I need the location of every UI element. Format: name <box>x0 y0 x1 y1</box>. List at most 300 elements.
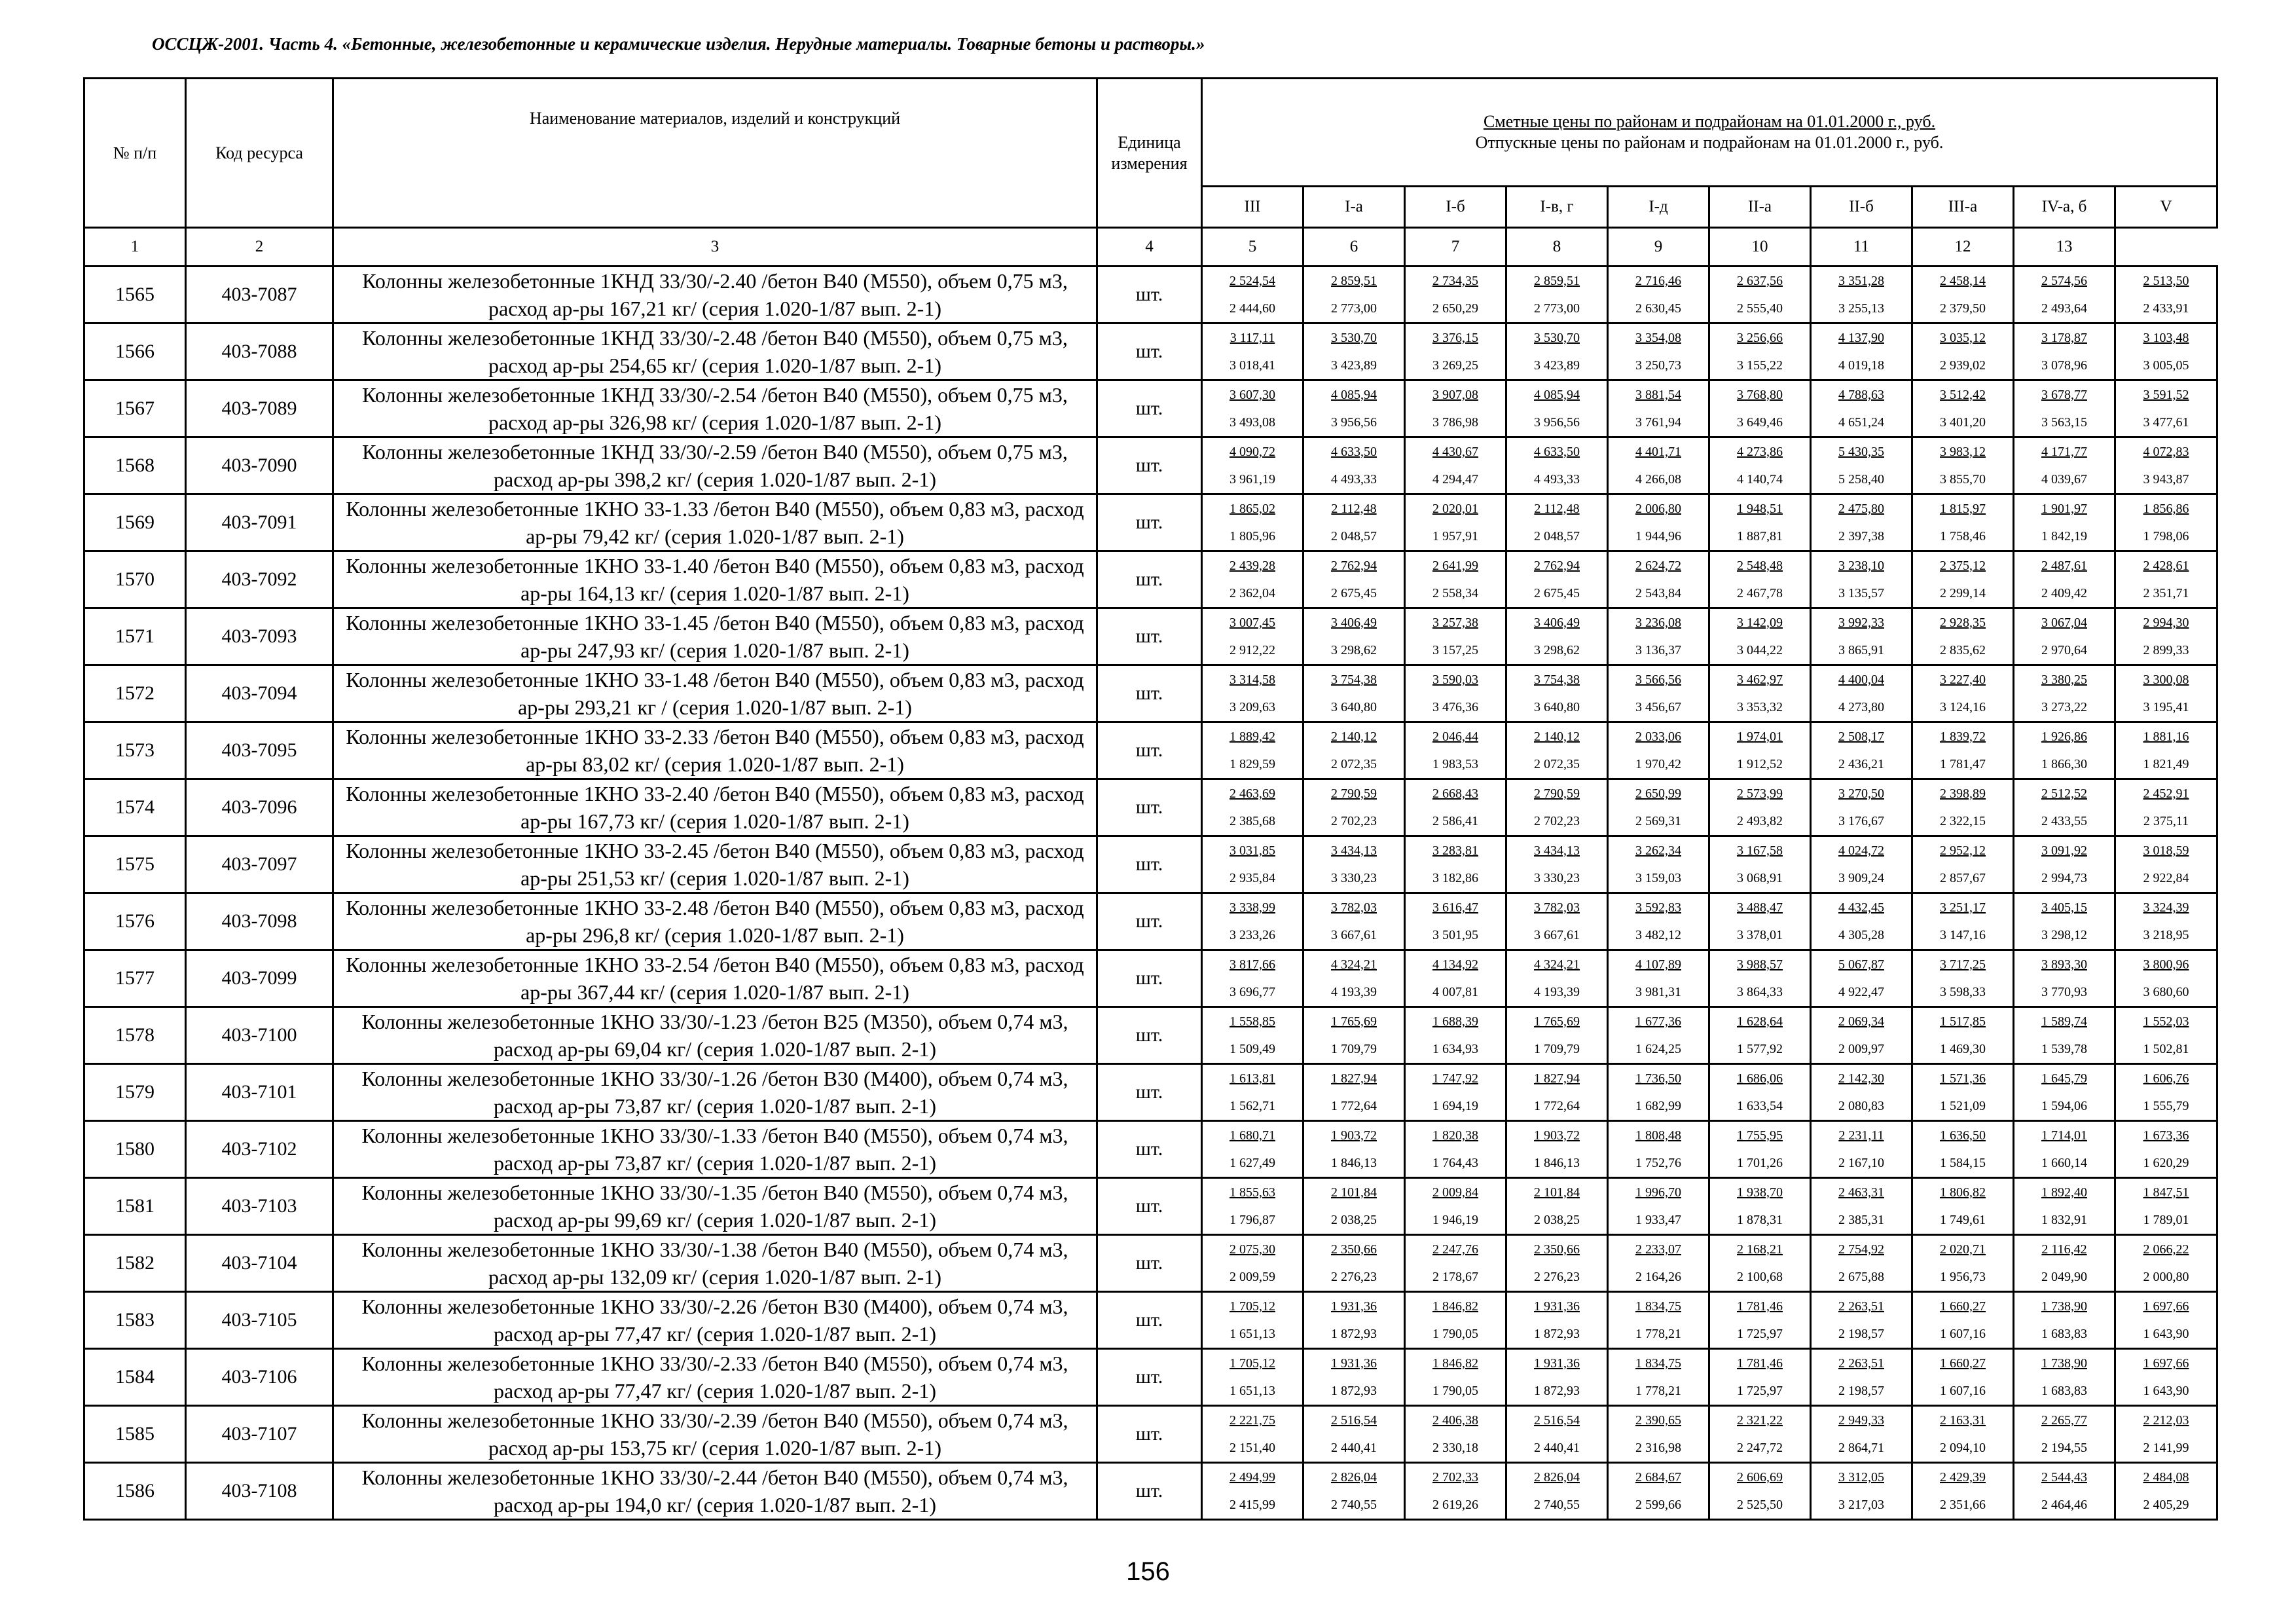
wholesale-price: 1 970,42 <box>1635 757 1681 771</box>
wholesale-price: 3 981,31 <box>1635 985 1681 999</box>
wholesale-price: 2 835,62 <box>1940 643 1986 657</box>
table-row <box>84 608 2217 665</box>
row-number: 1566 <box>84 323 186 380</box>
estimate-price: 1 552,03 <box>2143 1014 2189 1029</box>
price-cell <box>1506 722 1608 779</box>
table-row <box>84 1007 2217 1064</box>
estimate-price: 2 233,07 <box>1635 1242 1681 1257</box>
wholesale-price: 1 778,21 <box>1635 1384 1681 1398</box>
price-cell <box>1405 551 1506 608</box>
estimate-price: 4 107,89 <box>1635 957 1681 972</box>
price-cell <box>1912 267 2014 323</box>
price-cell <box>1506 1007 1608 1064</box>
wholesale-price: 1 956,73 <box>1940 1270 1986 1284</box>
estimate-price: 3 351,28 <box>1838 274 1884 288</box>
estimate-price: 1 996,70 <box>1635 1185 1681 1200</box>
estimate-price: 3 434,13 <box>1534 843 1580 858</box>
price-cell <box>1202 1064 1303 1121</box>
wholesale-price: 1 607,16 <box>1940 1327 1986 1341</box>
price-cell <box>1202 494 1303 551</box>
price-cell <box>1811 722 1912 779</box>
wholesale-price: 3 598,33 <box>1940 985 1986 999</box>
unit-of-measure: шт. <box>1097 1292 1202 1349</box>
estimate-price: 1 834,75 <box>1635 1299 1681 1314</box>
estimate-price: 2 508,17 <box>1838 729 1884 744</box>
estimate-price: 1 714,01 <box>2041 1128 2087 1143</box>
wholesale-price: 2 994,73 <box>2041 871 2087 885</box>
wholesale-price: 1 469,30 <box>1940 1042 1986 1056</box>
estimate-price: 3 817,66 <box>1230 957 1275 972</box>
price-cell <box>2115 950 2217 1007</box>
wholesale-price: 3 649,46 <box>1737 415 1783 430</box>
wholesale-price: 1 887,81 <box>1737 529 1783 544</box>
estimate-price: 3 338,99 <box>1230 900 1275 915</box>
resource-code: 403-7096 <box>186 779 333 836</box>
price-cell <box>1912 1064 2014 1121</box>
price-cell <box>2014 1406 2115 1463</box>
wholesale-price: 4 039,67 <box>2041 472 2087 487</box>
wholesale-price: 1 832,91 <box>2041 1213 2087 1227</box>
estimate-price: 2 439,28 <box>1230 559 1275 573</box>
estimate-price: 3 405,15 <box>2041 900 2087 915</box>
price-cell <box>1811 551 1912 608</box>
estimate-price: 3 434,13 <box>1331 843 1377 858</box>
wholesale-price: 2 493,82 <box>1737 814 1783 828</box>
estimate-price: 2 684,67 <box>1635 1470 1681 1485</box>
column-number: 1 <box>84 228 186 267</box>
wholesale-price: 1 872,93 <box>1534 1384 1580 1398</box>
price-cell <box>1709 1007 1811 1064</box>
estimate-price: 1 589,74 <box>2041 1014 2087 1029</box>
estimate-price: 3 530,70 <box>1534 331 1580 345</box>
price-cell <box>2115 1349 2217 1406</box>
estimate-price: 4 137,90 <box>1838 331 1884 345</box>
resource-code: 403-7091 <box>186 494 333 551</box>
price-cell <box>1202 437 1303 494</box>
wholesale-price: 1 594,06 <box>2041 1099 2087 1113</box>
price-cell <box>2115 1007 2217 1064</box>
column-number: 8 <box>1506 228 1608 267</box>
wholesale-price: 1 502,81 <box>2143 1042 2189 1056</box>
wholesale-price: 2 351,66 <box>1940 1498 1986 1512</box>
price-cell <box>1912 1235 2014 1292</box>
estimate-price: 1 839,72 <box>1940 729 1986 744</box>
wholesale-price: 2 543,84 <box>1635 586 1681 600</box>
wholesale-price: 2 619,26 <box>1432 1498 1478 1512</box>
region-header: III-а <box>1912 187 2014 228</box>
price-cell <box>1811 1064 1912 1121</box>
estimate-price: 2 046,44 <box>1432 729 1478 744</box>
wholesale-price: 1 634,93 <box>1432 1042 1478 1056</box>
wholesale-price: 2 493,64 <box>2041 301 2087 316</box>
estimate-price: 3 324,39 <box>2143 900 2189 915</box>
estimate-price: 3 091,92 <box>2041 843 2087 858</box>
row-number: 1582 <box>84 1235 186 1292</box>
wholesale-price: 2 247,72 <box>1737 1441 1783 1455</box>
unit-of-measure: шт. <box>1097 437 1202 494</box>
resource-code: 403-7106 <box>186 1349 333 1406</box>
item-name: Колонны железобетонные 1КНО 33/30/-2.44 /бетон В40 (М550), объем 0,74 м3, расход ар-ры 194,0 кг/ (серия 1.020-1/87 вып. 2-1) <box>333 1463 1097 1520</box>
unit-of-measure: шт. <box>1097 893 1202 950</box>
price-cell <box>2115 722 2217 779</box>
item-name: Колонны железобетонные 1КНО 33-2.54 /бетон В40 (М550), объем 0,83 м3, расход ар-ры 367,44 кг/ (серия 1.020-1/87 вып. 2-1) <box>333 950 1097 1007</box>
wholesale-price: 1 790,05 <box>1432 1327 1478 1341</box>
wholesale-price: 3 501,95 <box>1432 928 1478 942</box>
wholesale-price: 2 038,25 <box>1331 1213 1377 1227</box>
price-table <box>83 77 2218 1521</box>
table-row <box>84 950 2217 1007</box>
price-cell <box>1709 323 1811 380</box>
wholesale-price: 3 353,32 <box>1737 700 1783 714</box>
estimate-price: 1 705,12 <box>1230 1299 1275 1314</box>
wholesale-price: 2 415,99 <box>1230 1498 1275 1512</box>
region-header: II-а <box>1709 187 1811 228</box>
estimate-price: 1 974,01 <box>1737 729 1783 744</box>
wholesale-price: 1 651,13 <box>1230 1384 1275 1398</box>
wholesale-price: 3 667,61 <box>1331 928 1377 942</box>
wholesale-price: 3 078,96 <box>2041 358 2087 373</box>
price-cell <box>1608 950 1709 1007</box>
estimate-price: 3 031,85 <box>1230 843 1275 858</box>
resource-code: 403-7097 <box>186 836 333 893</box>
price-cell <box>1709 1349 1811 1406</box>
wholesale-price: 3 423,89 <box>1534 358 1580 373</box>
estimate-price: 3 262,34 <box>1635 843 1681 858</box>
wholesale-price: 2 379,50 <box>1940 301 1986 316</box>
estimate-price: 1 846,82 <box>1432 1356 1478 1371</box>
estimate-price: 3 800,96 <box>2143 957 2189 972</box>
wholesale-price: 5 258,40 <box>1838 472 1884 487</box>
estimate-price: 1 606,76 <box>2143 1071 2189 1086</box>
estimate-price: 1 865,02 <box>1230 502 1275 516</box>
wholesale-price: 1 829,59 <box>1230 757 1275 771</box>
unit-of-measure: шт. <box>1097 323 1202 380</box>
price-cell <box>1202 1121 1303 1178</box>
estimate-price: 2 458,14 <box>1940 274 1986 288</box>
estimate-price: 3 678,77 <box>2041 388 2087 402</box>
resource-code: 403-7101 <box>186 1064 333 1121</box>
wholesale-price: 2 433,91 <box>2143 301 2189 316</box>
wholesale-price: 3 250,73 <box>1635 358 1681 373</box>
wholesale-price: 4 651,24 <box>1838 415 1884 430</box>
wholesale-price: 3 943,87 <box>2143 472 2189 487</box>
item-name: Колонны железобетонные 1КНО 33-2.40 /бетон В40 (М550), объем 0,83 м3, расход ар-ры 167,73 кг/ (серия 1.020-1/87 вып. 2-1) <box>333 779 1097 836</box>
wholesale-price: 2 702,23 <box>1534 814 1580 828</box>
estimate-price: 2 263,51 <box>1838 1299 1884 1314</box>
column-number: 6 <box>1303 228 1405 267</box>
wholesale-price: 2 773,00 <box>1534 301 1580 316</box>
wholesale-price: 3 218,95 <box>2143 928 2189 942</box>
price-cell <box>1608 1007 1709 1064</box>
price-cell <box>1811 1007 1912 1064</box>
wholesale-price: 1 872,93 <box>1331 1327 1377 1341</box>
wholesale-price: 1 709,79 <box>1331 1042 1377 1056</box>
estimate-price: 2 231,11 <box>1838 1128 1884 1143</box>
estimate-price: 2 463,69 <box>1230 786 1275 801</box>
wholesale-price: 2 276,23 <box>1534 1270 1580 1284</box>
wholesale-price: 4 193,39 <box>1331 985 1377 999</box>
estimate-price: 3 607,30 <box>1230 388 1275 402</box>
price-cell <box>1506 551 1608 608</box>
item-name: Колонны железобетонные 1КНО 33/30/-1.35 /бетон В40 (М550), объем 0,74 м3, расход ар-ры 99,69 кг/ (серия 1.020-1/87 вып. 2-1) <box>333 1178 1097 1235</box>
price-cell <box>1506 1235 1608 1292</box>
wholesale-price: 2 912,22 <box>1230 643 1275 657</box>
estimate-price: 1 736,50 <box>1635 1071 1681 1086</box>
estimate-price: 2 650,99 <box>1635 786 1681 801</box>
price-cell <box>2115 1064 2217 1121</box>
price-cell <box>1405 1121 1506 1178</box>
price-cell <box>2115 323 2217 380</box>
estimate-price: 2 350,66 <box>1331 1242 1377 1257</box>
wholesale-price: 2 922,84 <box>2143 871 2189 885</box>
price-cell <box>1202 950 1303 1007</box>
wholesale-price: 2 740,55 <box>1534 1498 1580 1512</box>
item-name: Колонны железобетонные 1КНО 33/30/-1.26 /бетон В30 (М400), объем 0,74 м3, расход ар-ры 73,87 кг/ (серия 1.020-1/87 вып. 2-1) <box>333 1064 1097 1121</box>
wholesale-price: 1 798,06 <box>2143 529 2189 544</box>
price-cell <box>1405 779 1506 836</box>
price-cell <box>1506 323 1608 380</box>
wholesale-price: 1 509,49 <box>1230 1042 1275 1056</box>
estimate-price: 3 035,12 <box>1940 331 1986 345</box>
estimate-price: 2 524,54 <box>1230 274 1275 288</box>
wholesale-price: 1 758,46 <box>1940 529 1986 544</box>
estimate-price: 2 606,69 <box>1737 1470 1783 1485</box>
estimate-price: 2 142,30 <box>1838 1071 1884 1086</box>
estimate-price: 3 257,38 <box>1432 616 1478 630</box>
estimate-price: 2 101,84 <box>1534 1185 1580 1200</box>
price-cell <box>2014 437 2115 494</box>
price-cell <box>1811 1235 1912 1292</box>
price-cell <box>1912 1349 2014 1406</box>
wholesale-price: 2 362,04 <box>1230 586 1275 600</box>
price-cell <box>1709 1121 1811 1178</box>
item-name: Колонны железобетонные 1КНО 33/30/-2.26 /бетон В30 (М400), объем 0,74 м3, расход ар-ры 77,47 кг/ (серия 1.020-1/87 вып. 2-1) <box>333 1292 1097 1349</box>
estimate-price: 2 994,30 <box>2143 616 2189 630</box>
price-cell <box>1709 950 1811 1007</box>
estimate-price: 3 354,08 <box>1635 331 1681 345</box>
estimate-price: 1 815,97 <box>1940 502 1986 516</box>
estimate-price: 2 790,59 <box>1331 786 1377 801</box>
resource-code: 403-7093 <box>186 608 333 665</box>
price-cell <box>2014 779 2115 836</box>
estimate-price: 1 673,36 <box>2143 1128 2189 1143</box>
price-cell <box>1709 1292 1811 1349</box>
estimate-price: 2 263,51 <box>1838 1356 1884 1371</box>
price-cell <box>2115 1121 2217 1178</box>
estimate-price: 4 324,21 <box>1534 957 1580 972</box>
price-cell <box>1608 722 1709 779</box>
wholesale-price: 1 620,29 <box>2143 1156 2189 1170</box>
estimate-price: 2 247,76 <box>1432 1242 1478 1257</box>
estimate-price: 1 834,75 <box>1635 1356 1681 1371</box>
estimate-price: 1 855,63 <box>1230 1185 1275 1200</box>
estimate-price: 1 903,72 <box>1331 1128 1377 1143</box>
price-cell <box>2014 380 2115 437</box>
wholesale-price: 3 273,22 <box>2041 700 2087 714</box>
estimate-price: 2 487,61 <box>2041 559 2087 573</box>
price-cell <box>1912 380 2014 437</box>
estimate-price: 2 637,56 <box>1737 274 1783 288</box>
estimate-price: 2 265,77 <box>2041 1413 2087 1428</box>
wholesale-price: 3 956,56 <box>1331 415 1377 430</box>
estimate-price: 3 227,40 <box>1940 673 1986 687</box>
price-cell <box>1506 950 1608 1007</box>
estimate-price: 3 236,08 <box>1635 616 1681 630</box>
estimate-price: 3 312,05 <box>1838 1470 1884 1485</box>
wholesale-price: 4 493,33 <box>1534 472 1580 487</box>
wholesale-price: 3 865,91 <box>1838 643 1884 657</box>
estimate-price: 2 428,61 <box>2143 559 2189 573</box>
estimate-price: 1 738,90 <box>2041 1299 2087 1314</box>
price-cell <box>1303 608 1405 665</box>
wholesale-price: 1 562,71 <box>1230 1099 1275 1113</box>
price-cell <box>2014 1292 2115 1349</box>
price-cell <box>1608 1292 1709 1349</box>
estimate-price: 2 212,03 <box>2143 1413 2189 1428</box>
estimate-price: 3 314,58 <box>1230 673 1275 687</box>
table-row <box>84 1178 2217 1235</box>
estimate-price: 3 768,80 <box>1737 388 1783 402</box>
estimate-price: 3 406,49 <box>1331 616 1377 630</box>
item-name: Колонны железобетонные 1КНД 33/30/-2.48 /бетон В40 (М550), объем 0,75 м3, расход ар-ры 254,65 кг/ (серия 1.020-1/87 вып. 2-1) <box>333 323 1097 380</box>
price-cell <box>1608 893 1709 950</box>
wholesale-price: 2 038,25 <box>1534 1213 1580 1227</box>
price-cell <box>2014 551 2115 608</box>
estimate-price: 4 633,50 <box>1331 445 1377 459</box>
wholesale-price: 2 436,21 <box>1838 757 1884 771</box>
estimate-price: 4 324,21 <box>1331 957 1377 972</box>
price-cell <box>1405 722 1506 779</box>
wholesale-price: 1 752,76 <box>1635 1156 1681 1170</box>
wholesale-price: 3 640,80 <box>1331 700 1377 714</box>
estimate-price: 2 116,42 <box>2041 1242 2087 1257</box>
wholesale-price: 3 667,61 <box>1534 928 1580 942</box>
unit-of-measure: шт. <box>1097 494 1202 551</box>
price-cell <box>1811 665 1912 722</box>
price-cell <box>1303 551 1405 608</box>
estimate-price: 4 085,94 <box>1331 388 1377 402</box>
price-cell <box>2014 836 2115 893</box>
price-cell <box>1506 893 1608 950</box>
wholesale-price: 1 821,49 <box>2143 757 2189 771</box>
wholesale-price: 2 198,57 <box>1838 1327 1884 1341</box>
price-cell <box>1506 608 1608 665</box>
price-cell <box>1405 1292 1506 1349</box>
price-cell <box>1303 267 1405 323</box>
wholesale-price: 1 709,79 <box>1534 1042 1580 1056</box>
wholesale-price: 1 796,87 <box>1230 1213 1275 1227</box>
price-cell <box>2014 494 2115 551</box>
estimate-price: 2 033,06 <box>1635 729 1681 744</box>
wholesale-price: 1 683,83 <box>2041 1327 2087 1341</box>
estimate-price: 4 273,86 <box>1737 445 1783 459</box>
price-cell <box>1811 950 1912 1007</box>
wholesale-price: 1 872,93 <box>1534 1327 1580 1341</box>
resource-code: 403-7094 <box>186 665 333 722</box>
estimate-price: 2 452,91 <box>2143 786 2189 801</box>
price-cell <box>1405 1406 1506 1463</box>
price-cell <box>1202 380 1303 437</box>
item-name: Колонны железобетонные 1КНО 33-1.45 /бетон В40 (М550), объем 0,83 м3, расход ар-ры 247,93 кг/ (серия 1.020-1/87 вып. 2-1) <box>333 608 1097 665</box>
price-cell <box>1811 267 1912 323</box>
unit-of-measure: шт. <box>1097 380 1202 437</box>
price-cell <box>1303 1178 1405 1235</box>
estimate-price: 3 142,09 <box>1737 616 1783 630</box>
row-number: 1569 <box>84 494 186 551</box>
estimate-price: 2 928,35 <box>1940 616 1986 630</box>
estimate-price: 1 765,69 <box>1331 1014 1377 1029</box>
wholesale-price: 4 305,28 <box>1838 928 1884 942</box>
estimate-price: 4 171,77 <box>2041 445 2087 459</box>
item-name: Колонны железобетонные 1КНД 33/30/-2.59 /бетон В40 (М550), объем 0,75 м3, расход ар-ры 398,2 кг/ (серия 1.020-1/87 вып. 2-1) <box>333 437 1097 494</box>
price-cell <box>2115 380 2217 437</box>
unit-of-measure: шт. <box>1097 1064 1202 1121</box>
wholesale-price: 3 855,70 <box>1940 472 1986 487</box>
wholesale-price: 1 660,14 <box>2041 1156 2087 1170</box>
price-cell <box>1405 1007 1506 1064</box>
estimate-price: 4 134,92 <box>1432 957 1478 972</box>
price-cell <box>1912 323 2014 380</box>
price-cell <box>1405 950 1506 1007</box>
resource-code: 403-7105 <box>186 1292 333 1349</box>
price-cell <box>1912 950 2014 1007</box>
price-cell <box>1608 551 1709 608</box>
estimate-price: 3 117,11 <box>1230 331 1275 345</box>
wholesale-price: 2 048,57 <box>1331 529 1377 544</box>
table-row <box>84 1349 2217 1406</box>
estimate-price: 3 512,42 <box>1940 388 1986 402</box>
estimate-price: 1 820,38 <box>1432 1128 1478 1143</box>
col-header-code: Код ресурса <box>186 79 333 228</box>
price-cell <box>1506 1349 1608 1406</box>
price-cell <box>1811 1349 1912 1406</box>
price-cell <box>1405 1349 1506 1406</box>
wholesale-price: 2 773,00 <box>1331 301 1377 316</box>
estimate-price: 3 251,17 <box>1940 900 1986 915</box>
unit-of-measure: шт. <box>1097 836 1202 893</box>
estimate-price: 2 140,12 <box>1331 729 1377 744</box>
estimate-price: 1 781,46 <box>1737 1356 1783 1371</box>
estimate-price: 2 826,04 <box>1331 1470 1377 1485</box>
estimate-price: 2 624,72 <box>1635 559 1681 573</box>
wholesale-price: 2 405,29 <box>2143 1498 2189 1512</box>
price-cell <box>1709 267 1811 323</box>
price-cell <box>1506 1463 1608 1520</box>
price-cell <box>1709 722 1811 779</box>
wholesale-price: 2 049,90 <box>2041 1270 2087 1284</box>
column-number: 12 <box>1912 228 2014 267</box>
estimate-price: 1 688,39 <box>1432 1014 1478 1029</box>
estimate-price: 2 163,31 <box>1940 1413 1986 1428</box>
wholesale-price: 1 944,96 <box>1635 529 1681 544</box>
wholesale-price: 1 584,15 <box>1940 1156 1986 1170</box>
wholesale-price: 2 935,84 <box>1230 871 1275 885</box>
wholesale-price: 1 633,54 <box>1737 1099 1783 1113</box>
resource-code: 403-7100 <box>186 1007 333 1064</box>
document-header: ОССЦЖ-2001. Часть 4. «Бетонные, железобетонные и керамические изделия. Нерудные материалы. Товарные бетоны и растворы.» <box>152 34 1205 54</box>
wholesale-price: 3 018,41 <box>1230 358 1275 373</box>
estimate-price: 2 429,39 <box>1940 1470 1986 1485</box>
price-cell <box>2014 950 2115 1007</box>
price-cell <box>2014 665 2115 722</box>
wholesale-price: 2 151,40 <box>1230 1441 1275 1455</box>
wholesale-price: 2 440,41 <box>1534 1441 1580 1455</box>
estimate-price: 2 321,22 <box>1737 1413 1783 1428</box>
estimate-price: 2 949,33 <box>1838 1413 1884 1428</box>
row-number: 1571 <box>84 608 186 665</box>
price-cell <box>1303 1406 1405 1463</box>
table-row <box>84 494 2217 551</box>
